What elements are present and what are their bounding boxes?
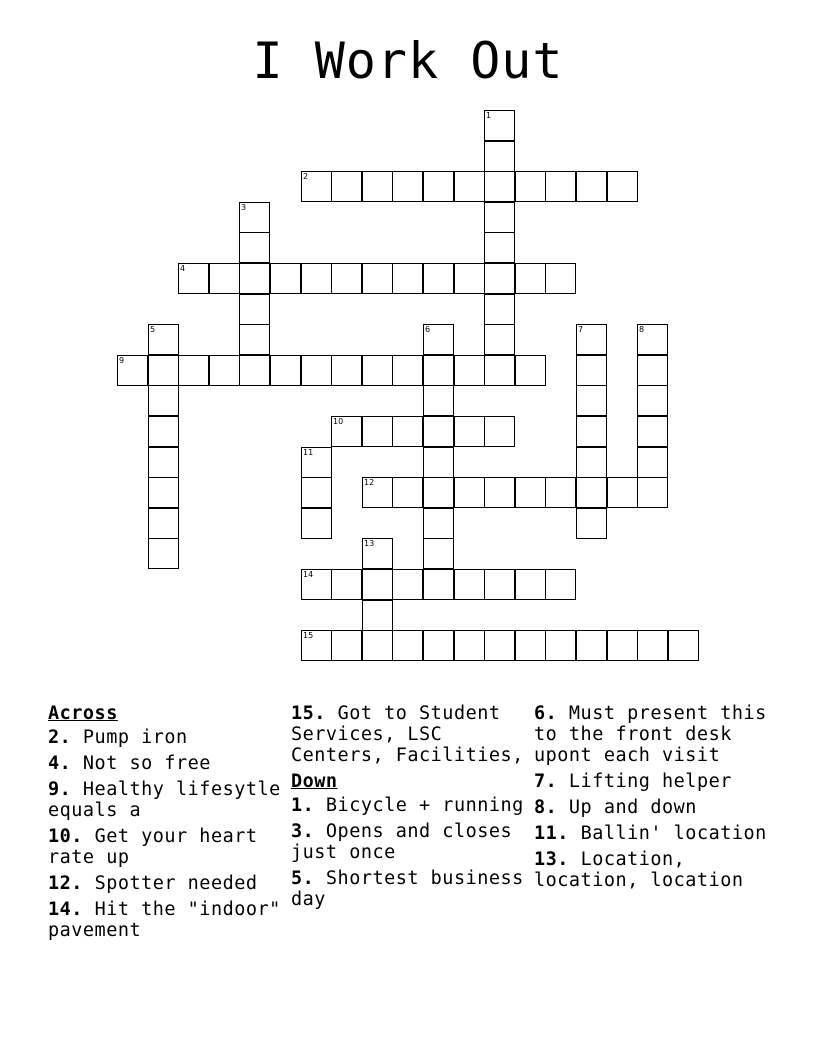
- grid-cell[interactable]: [270, 263, 301, 294]
- grid-cell[interactable]: [148, 477, 179, 508]
- grid-cell[interactable]: [362, 263, 393, 294]
- clues-column-1: [48, 703, 288, 946]
- grid-cell[interactable]: [423, 385, 454, 416]
- grid-cell[interactable]: [484, 630, 515, 661]
- grid-cell[interactable]: [454, 171, 485, 202]
- grid-cell[interactable]: [239, 232, 270, 263]
- across-heading: Across: [48, 703, 118, 724]
- grid-cell[interactable]: [392, 263, 423, 294]
- grid-cell[interactable]: [454, 477, 485, 508]
- grid-cell[interactable]: [454, 630, 485, 661]
- grid-cell[interactable]: [331, 171, 362, 202]
- grid-cell[interactable]: [301, 263, 332, 294]
- cell-number: 11: [303, 448, 314, 457]
- grid-cell[interactable]: [515, 171, 546, 202]
- grid-cell[interactable]: [239, 294, 270, 325]
- down-heading: Down: [291, 771, 338, 792]
- grid-cell[interactable]: [515, 263, 546, 294]
- cell-number: 2: [303, 172, 309, 181]
- grid-cell[interactable]: [637, 630, 668, 661]
- grid-cell[interactable]: [423, 416, 454, 447]
- grid-cell[interactable]: [362, 600, 393, 631]
- clue-across-12: 12. Spotter needed: [48, 873, 258, 894]
- grid-cell[interactable]: [270, 355, 301, 386]
- grid-cell[interactable]: [178, 355, 209, 386]
- grid-cell[interactable]: [484, 263, 515, 294]
- grid-cell[interactable]: [239, 202, 270, 233]
- grid-cell[interactable]: [331, 416, 362, 447]
- grid-cell[interactable]: [148, 385, 179, 416]
- grid-cell[interactable]: [637, 416, 668, 447]
- cell-number: 15: [303, 631, 314, 640]
- grid-cell[interactable]: [239, 324, 270, 355]
- grid-cell[interactable]: [362, 477, 393, 508]
- grid-cell[interactable]: [148, 508, 179, 539]
- grid-cell[interactable]: [301, 508, 332, 539]
- grid-cell[interactable]: [484, 324, 515, 355]
- grid-cell[interactable]: [423, 538, 454, 569]
- grid-cell[interactable]: [576, 385, 607, 416]
- grid-cell[interactable]: [576, 508, 607, 539]
- cell-number: 4: [180, 264, 186, 273]
- grid-cell[interactable]: [454, 355, 485, 386]
- grid-cell[interactable]: [362, 538, 393, 569]
- grid-cell[interactable]: [301, 355, 332, 386]
- grid-cell[interactable]: [545, 569, 576, 600]
- grid-cell[interactable]: [576, 416, 607, 447]
- puzzle-title: I Work Out: [252, 32, 564, 90]
- grid-cell[interactable]: [301, 569, 332, 600]
- grid-cell[interactable]: [209, 355, 240, 386]
- grid-cell[interactable]: [392, 569, 423, 600]
- grid-cell[interactable]: [454, 569, 485, 600]
- clue-across-10: 10. Get your heart rate up: [48, 826, 258, 868]
- grid-cell[interactable]: [576, 171, 607, 202]
- grid-cell[interactable]: [117, 355, 148, 386]
- grid-cell[interactable]: [576, 630, 607, 661]
- grid-cell[interactable]: [362, 355, 393, 386]
- grid-cell[interactable]: [515, 569, 546, 600]
- cell-number: 8: [639, 325, 645, 334]
- clue-across-2: 2. Pump iron: [48, 727, 188, 748]
- clue-down-1: 1. Bicycle + running: [291, 795, 524, 816]
- clue-down-8: 8. Up and down: [534, 797, 697, 818]
- cell-number: 9: [119, 356, 125, 365]
- grid-cell[interactable]: [515, 355, 546, 386]
- grid-cell[interactable]: [362, 630, 393, 661]
- grid-cell[interactable]: [331, 569, 362, 600]
- grid-cell[interactable]: [545, 171, 576, 202]
- grid-cell[interactable]: [148, 416, 179, 447]
- grid-cell[interactable]: [484, 416, 515, 447]
- grid-cell[interactable]: [576, 477, 607, 508]
- clue-across-9: 9. Healthy lifesytle equals a: [48, 779, 281, 821]
- grid-cell[interactable]: [392, 171, 423, 202]
- grid-cell[interactable]: [331, 355, 362, 386]
- grid-cell[interactable]: [423, 569, 454, 600]
- clue-across-4: 4. Not so free: [48, 753, 211, 774]
- grid-cell[interactable]: [515, 630, 546, 661]
- grid-cell[interactable]: [362, 569, 393, 600]
- clue-down-11: 11. Ballin' location: [534, 823, 767, 844]
- grid-cell[interactable]: [607, 477, 638, 508]
- grid-cell[interactable]: [239, 263, 270, 294]
- grid-cell[interactable]: [637, 447, 668, 478]
- grid-cell[interactable]: [576, 447, 607, 478]
- grid-cell[interactable]: [576, 355, 607, 386]
- clue-down-7: 7. Lifting helper: [534, 771, 732, 792]
- grid-cell[interactable]: [148, 538, 179, 569]
- grid-cell[interactable]: [423, 355, 454, 386]
- grid-cell[interactable]: [239, 355, 270, 386]
- grid-cell[interactable]: [607, 630, 638, 661]
- grid-cell[interactable]: [545, 263, 576, 294]
- grid-cell[interactable]: [637, 385, 668, 416]
- grid-cell[interactable]: [484, 477, 515, 508]
- grid-cell[interactable]: [484, 355, 515, 386]
- grid-cell[interactable]: [484, 171, 515, 202]
- grid-cell[interactable]: [392, 355, 423, 386]
- grid-cell[interactable]: [362, 171, 393, 202]
- grid-cell[interactable]: [301, 447, 332, 478]
- clue-down-5: 5. Shortest business day: [291, 868, 524, 910]
- grid-cell[interactable]: [637, 324, 668, 355]
- grid-cell[interactable]: [148, 324, 179, 355]
- grid-cell[interactable]: [484, 232, 515, 263]
- clue-down-3: 3. Opens and closes just once: [291, 821, 513, 863]
- grid-cell[interactable]: [484, 141, 515, 172]
- grid-cell[interactable]: [484, 569, 515, 600]
- grid-cell[interactable]: [178, 263, 209, 294]
- clue-across-15: 15. Got to Student Services, LSC Centers, Facilities,: [291, 703, 524, 766]
- grid-cell[interactable]: [362, 416, 393, 447]
- grid-cell[interactable]: [454, 416, 485, 447]
- grid-cell[interactable]: [423, 508, 454, 539]
- cell-number: 13: [364, 539, 375, 548]
- grid-cell[interactable]: [423, 477, 454, 508]
- grid-cell[interactable]: [301, 171, 332, 202]
- clue-down-13: 13. Location, location, location: [534, 849, 744, 891]
- cell-number: 12: [364, 478, 375, 487]
- grid-cell[interactable]: [331, 263, 362, 294]
- cell-number: 1: [486, 111, 492, 120]
- grid-cell[interactable]: [545, 630, 576, 661]
- grid-cell[interactable]: [301, 477, 332, 508]
- clue-across-14: 14. Hit the "indoor" pavement: [48, 899, 281, 941]
- grid-cell[interactable]: [423, 630, 454, 661]
- clues-column-3: [534, 703, 794, 896]
- cell-number: 5: [150, 325, 156, 334]
- grid-cell[interactable]: [148, 447, 179, 478]
- grid-cell[interactable]: [545, 477, 576, 508]
- grid-cell[interactable]: [637, 477, 668, 508]
- clues-column-2: [291, 703, 531, 915]
- grid-cell[interactable]: [331, 630, 362, 661]
- grid-cell[interactable]: [484, 110, 515, 141]
- grid-cell[interactable]: [637, 355, 668, 386]
- cell-number: 3: [241, 203, 247, 212]
- grid-cell[interactable]: [209, 263, 240, 294]
- cell-number: 7: [578, 325, 584, 334]
- cell-number: 14: [303, 570, 314, 579]
- cell-number: 10: [333, 417, 344, 426]
- grid-cell[interactable]: [301, 630, 332, 661]
- grid-cell[interactable]: [392, 477, 423, 508]
- clue-down-6: 6. Must present this to the front desk upont each visit: [534, 703, 767, 766]
- grid-cell[interactable]: [423, 324, 454, 355]
- grid-cell[interactable]: [423, 263, 454, 294]
- grid-cell[interactable]: [607, 171, 638, 202]
- grid-cell[interactable]: [454, 263, 485, 294]
- grid-cell[interactable]: [515, 477, 546, 508]
- grid-cell[interactable]: [392, 416, 423, 447]
- grid-cell[interactable]: [484, 294, 515, 325]
- grid-cell[interactable]: [392, 630, 423, 661]
- grid-cell[interactable]: [423, 171, 454, 202]
- grid-cell[interactable]: [668, 630, 699, 661]
- grid-cell[interactable]: [576, 324, 607, 355]
- grid-cell[interactable]: [423, 447, 454, 478]
- grid-cell[interactable]: [484, 202, 515, 233]
- grid-cell[interactable]: [148, 355, 179, 386]
- cell-number: 6: [425, 325, 431, 334]
